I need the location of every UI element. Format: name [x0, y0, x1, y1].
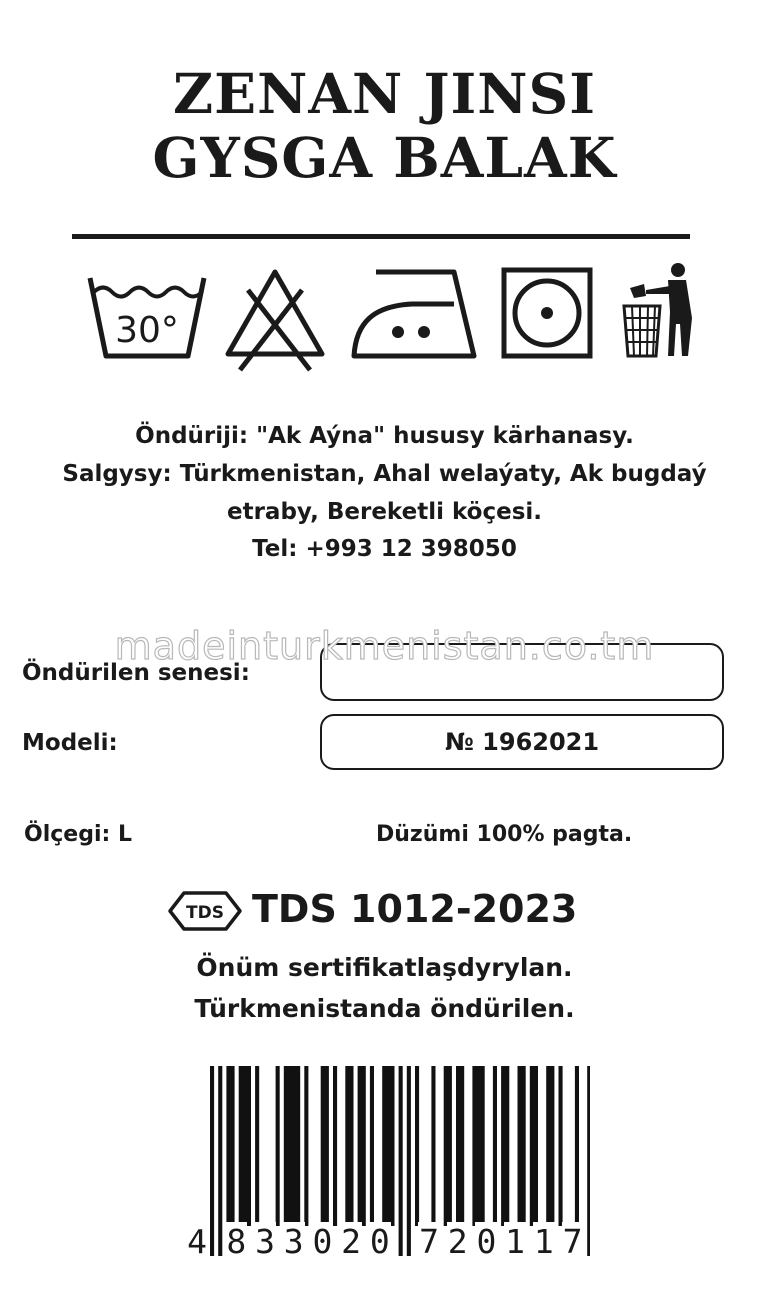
- barcode-digit: 2: [447, 1222, 468, 1261]
- barcode-bar: [546, 1066, 554, 1226]
- barcode-digit: 1: [533, 1222, 554, 1261]
- manufacturer-phone: Tel: +993 12 398050: [252, 536, 517, 562]
- barcode-bar: [226, 1066, 234, 1226]
- barcode-bar: [501, 1066, 509, 1226]
- svg-text:TDS: TDS: [186, 903, 224, 923]
- barcode-digit: 0: [369, 1222, 390, 1261]
- barcode-bar: [444, 1066, 452, 1226]
- iron-medium-heat-icon: [348, 262, 480, 362]
- barcode-digit: 1: [505, 1222, 526, 1261]
- standard-code: TDS 1012-2023: [252, 887, 578, 931]
- barcode-guard-bar: [210, 1066, 214, 1256]
- barcode-bar: [472, 1066, 484, 1226]
- barcode-bar: [415, 1066, 419, 1226]
- barcode-bar: [284, 1066, 300, 1226]
- size-text: Ölçegi: L: [24, 822, 132, 847]
- barcode-bar: [382, 1066, 394, 1226]
- barcode-bar: [333, 1066, 337, 1226]
- barcode-bar: [530, 1066, 538, 1226]
- barcode-bar: [456, 1066, 464, 1226]
- composition-text: Düzümi 100% pagta.: [376, 822, 633, 847]
- manufacturer-address-line1: Salgysy: Türkmenistan, Ahal welaýaty, Ak bugdaý: [62, 461, 707, 487]
- barcode-guard-bar: [399, 1066, 403, 1256]
- barcode-bar: [255, 1066, 259, 1226]
- barcode-bar: [276, 1066, 280, 1226]
- barcode-bar: [559, 1066, 563, 1226]
- barcode-guard-bar: [407, 1066, 411, 1256]
- barcode-digit: 8: [226, 1222, 247, 1261]
- tds-logo: [166, 889, 244, 937]
- barcode-digit: 3: [283, 1222, 304, 1261]
- barcode-bar: [321, 1066, 329, 1226]
- tumble-dry-icon: [500, 262, 594, 362]
- barcode-bar: [431, 1066, 435, 1226]
- model-number-field: № 1962021: [320, 714, 724, 770]
- barcode-digit: 3: [255, 1222, 275, 1261]
- dispose-in-bin-icon: [620, 262, 700, 362]
- barcode-bar: [493, 1066, 497, 1226]
- barcode-digit: 4: [187, 1222, 207, 1261]
- barcode-digit: 7: [562, 1222, 583, 1261]
- model-label: Modeli:: [22, 730, 118, 756]
- barcode-bar: [518, 1066, 526, 1226]
- barcode-bar: [239, 1066, 251, 1226]
- certification-line2: Türkmenistanda öndürilen.: [194, 994, 575, 1023]
- barcode-digit: 0: [476, 1222, 497, 1261]
- wash-temperature: 30°: [115, 310, 179, 351]
- product-title-line1: ZENAN JINSI: [173, 61, 596, 126]
- barcode-guard-bar: [218, 1066, 222, 1256]
- barcode-guard-bar: [587, 1066, 590, 1256]
- do-not-bleach-icon: [222, 262, 328, 374]
- production-year-label: Öndürilen senesi:: [22, 660, 250, 686]
- barcode-bar: [370, 1066, 374, 1226]
- barcode-bar: [345, 1066, 353, 1226]
- barcode-digit: 7: [419, 1222, 439, 1261]
- barcode-digit: 0: [312, 1222, 333, 1261]
- title-divider: [72, 234, 690, 239]
- certification-line1: Önüm sertifikatlaşdyrylan.: [196, 953, 573, 982]
- barcode-bar: [358, 1066, 366, 1226]
- manufacturer-address-line2: etraby, Bereketli köçesi.: [226, 499, 542, 525]
- wash-30-icon: [84, 262, 210, 362]
- barcode-bar: [304, 1066, 308, 1226]
- product-title-line2: GYSGA BALAK: [152, 125, 617, 190]
- manufacturer-name: Öndüriji: "Ak Aýna" hususy kärhanasy.: [135, 423, 634, 449]
- watermark: madeinturkmenistan.co.tm: [114, 624, 655, 668]
- barcode-bar: [575, 1066, 579, 1226]
- barcode-digit: 2: [341, 1222, 362, 1261]
